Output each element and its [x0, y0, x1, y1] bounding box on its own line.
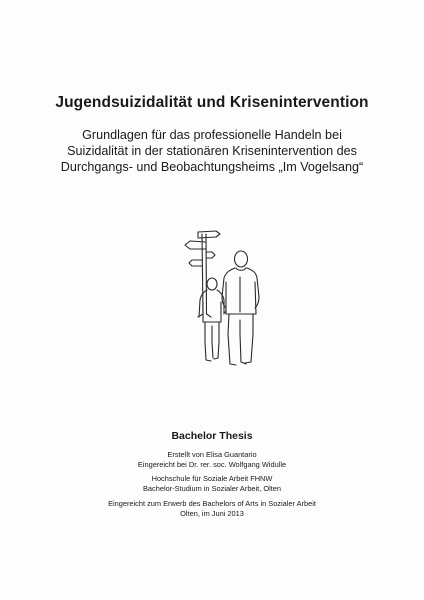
signpost-with-adult-and-child-walking-icon [140, 222, 290, 372]
purpose-line: Eingereicht zum Erwerb des Bachelors of Arts in Sozialer Arbeit [108, 499, 316, 508]
author-line: Erstellt von Elisa Guantario [167, 450, 257, 459]
institution-line: Hochschule für Soziale Arbeit FHNW [151, 474, 273, 483]
place-date-line: Olten, im Juni 2013 [180, 509, 244, 518]
document-title: Jugendsuizidalität und Krisenintervention [55, 94, 369, 111]
institution-block [0, 474, 424, 494]
document-subtitle [20, 127, 404, 175]
supervisor-line: Eingereicht bei Dr. rer. soc. Wolfgang Widulle [137, 460, 287, 469]
thesis-type: Bachelor Thesis [171, 430, 253, 442]
subtitle-line-3: Durchgangs- und Beobachtungsheims „Im Vogelsang“ [60, 160, 364, 174]
author-block [0, 450, 424, 470]
subtitle-line-1: Grundlagen für das professionelle Handeln bei [82, 128, 342, 142]
program-line: Bachelor-Studium in Sozialer Arbeit, Olten [142, 484, 282, 493]
subtitle-line-2: Suizidalität in der stationären Krisenintervention des [67, 144, 357, 158]
submission-block [0, 499, 424, 519]
